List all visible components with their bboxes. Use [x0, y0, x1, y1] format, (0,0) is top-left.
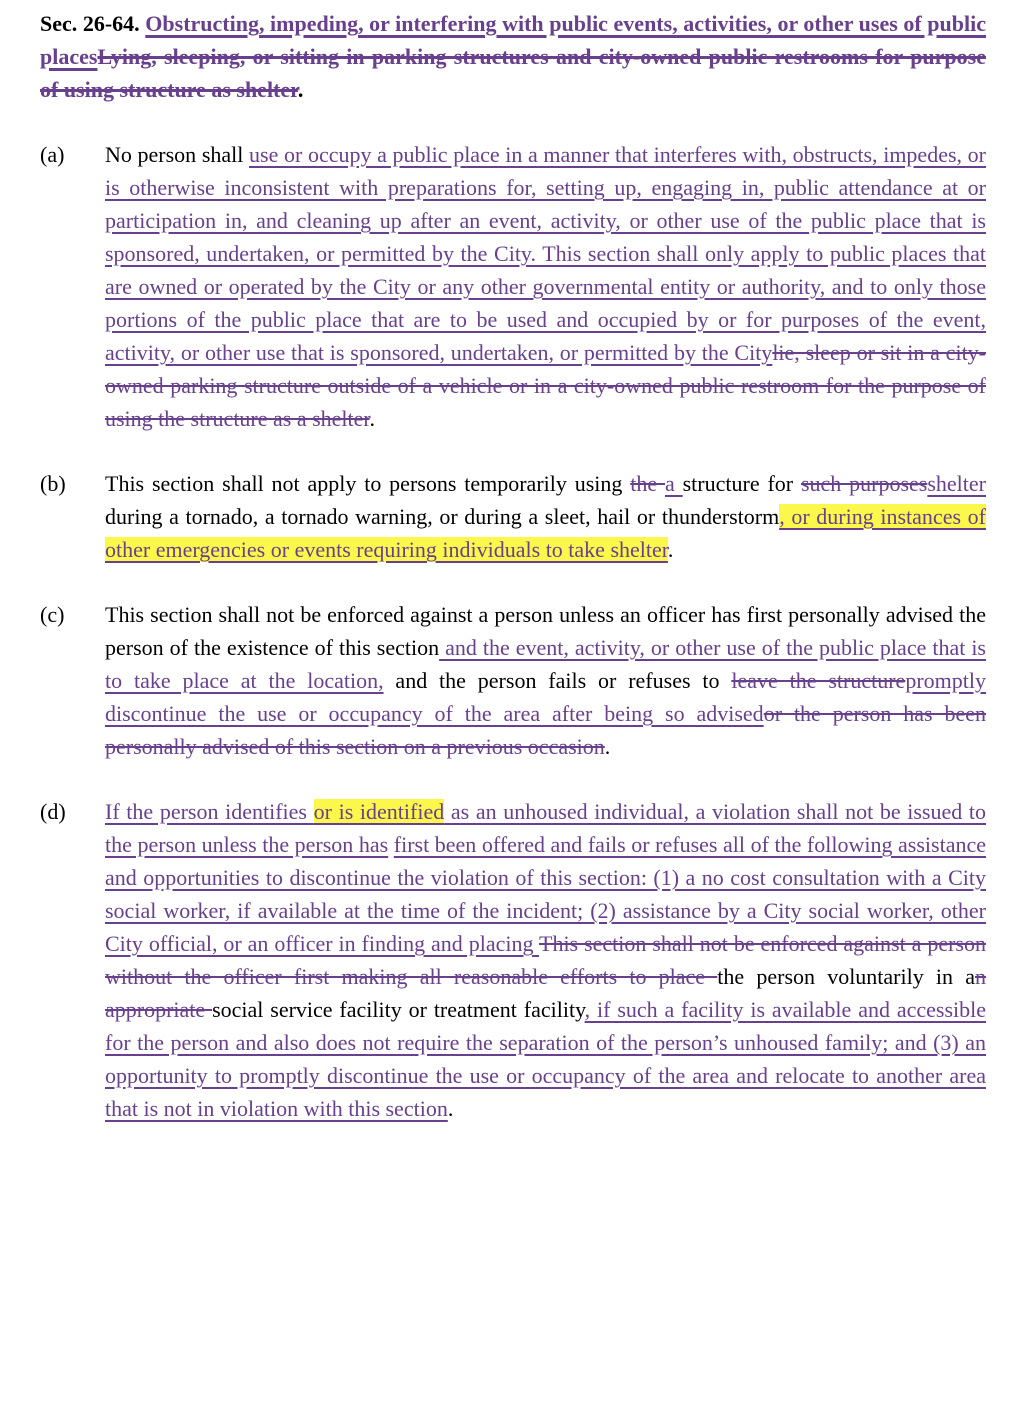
plain-text-run: .	[369, 406, 376, 431]
plain-text-run: This section shall not be enforced against a person unless an officer has first personally advised the person of the existence of this section	[105, 602, 986, 660]
plain-text-run: This section shall not apply to persons temporarily using	[105, 471, 631, 496]
plain-text-run: .	[297, 77, 304, 102]
ordinance-paragraph-d	[40, 795, 986, 1125]
deleted-text-run: the	[630, 471, 665, 496]
ordinance-paragraph-b	[40, 467, 986, 566]
inserted-text-run: promptly discontinue the use or occupancy of the area after being so advised	[105, 668, 986, 726]
plain-text-run: structure for	[682, 471, 801, 496]
plain-text-run: Sec. 26-64.	[40, 11, 146, 36]
inserted-text-run: shelter	[927, 471, 987, 496]
section-heading	[40, 7, 986, 106]
plain-text-run: .	[667, 537, 674, 562]
inserted-text-run: use or occupy a public place in a manner that interferes with, obstructs, impedes, or is otherwise inconsistent with preparations for, setting up, engaging in, public attendance at or participation in, and cleaning up after an event, activity, or other use of the public place that is sponsored, undertaken, or permitted by the City. This section shall only apply to public places that are owned or operated by the City or any other governmental entity or authority, and to only those portions of the public place that are to be used and occupied by or for purposes of the event, activity, or other use that is sponsored, undertaken, or permitted by the City	[105, 142, 986, 365]
plain-text-run: .	[604, 734, 611, 759]
ordinance-paragraph-c	[40, 598, 986, 763]
paragraph-label: (d)	[40, 799, 66, 824]
highlighted-inserted-text-run: or is identified	[313, 799, 445, 824]
plain-text-run: No person shall	[105, 142, 250, 167]
inserted-text-run: to take place at the location,	[105, 668, 384, 693]
paragraph-label: (b)	[40, 471, 66, 496]
inserted-text-run: and the event, activity, or other use of the public place that is	[439, 635, 986, 660]
section-body	[40, 138, 986, 1125]
inserted-text-run: as an unhoused individual, a violation shall not be issued to the person unless the person has	[105, 799, 986, 857]
inserted-text-run: a	[665, 471, 683, 496]
deleted-text-run: or the person has been personally advised of this section on a previous occasion	[105, 701, 986, 759]
paragraph-label: (a)	[40, 142, 65, 167]
ordinance-paragraph-a	[40, 138, 986, 435]
plain-text-run: .	[447, 1096, 454, 1121]
deleted-text-run: This section shall not be enforced against a person without the officer first making all reasonable efforts to place	[105, 931, 986, 989]
deleted-text-run: n appropriate	[105, 964, 986, 1022]
plain-text-run: social service facility or treatment facility	[212, 997, 585, 1022]
plain-text-run: the person voluntarily in a	[717, 964, 975, 989]
inserted-text-run: first been offered and fails or refuses all of the following assistance and opportunities to discontinue the violation of this section: (1) a no cost consultation with a City social worker, if available at the time of the incident; (2) assistance by a City social worker, other City official, or an officer in finding and placing	[105, 832, 987, 956]
deleted-text-run: lie, sleep or sit in a city-owned parking structure outside of a vehicle or in a city-owned public restroom for the purpose of using the structure as a shelter	[105, 340, 987, 431]
paragraph-label: (c)	[40, 602, 65, 627]
plain-text-run: during a tornado, a tornado warning, or during a sleet, hail or thunderstorm	[105, 504, 780, 529]
deleted-text-run: Lying, sleeping, or sitting in parking structures and city-owned public restrooms for purpose of using structure as shelter	[40, 44, 986, 102]
plain-text-run: and the person fails or refuses to	[383, 668, 732, 693]
highlighted-inserted-text-run: , or during instances of other emergencies or events requiring individuals to take shelter	[105, 504, 986, 562]
deleted-text-run: leave the structure	[731, 668, 906, 693]
inserted-text-run: Obstructing, impeding, or interfering with public events, activities, or other uses of public places	[40, 11, 987, 69]
deleted-text-run: such purposes	[800, 471, 928, 496]
inserted-text-run: If the person identifies	[105, 799, 314, 824]
inserted-text-run: , if such a facility is available and accessible for the person and also does not require the separation of the person’s unhoused family; and (3) an opportunity to promptly discontinue the use or occupancy of the area and relocate to another area that is not in violation with this section	[105, 997, 987, 1121]
